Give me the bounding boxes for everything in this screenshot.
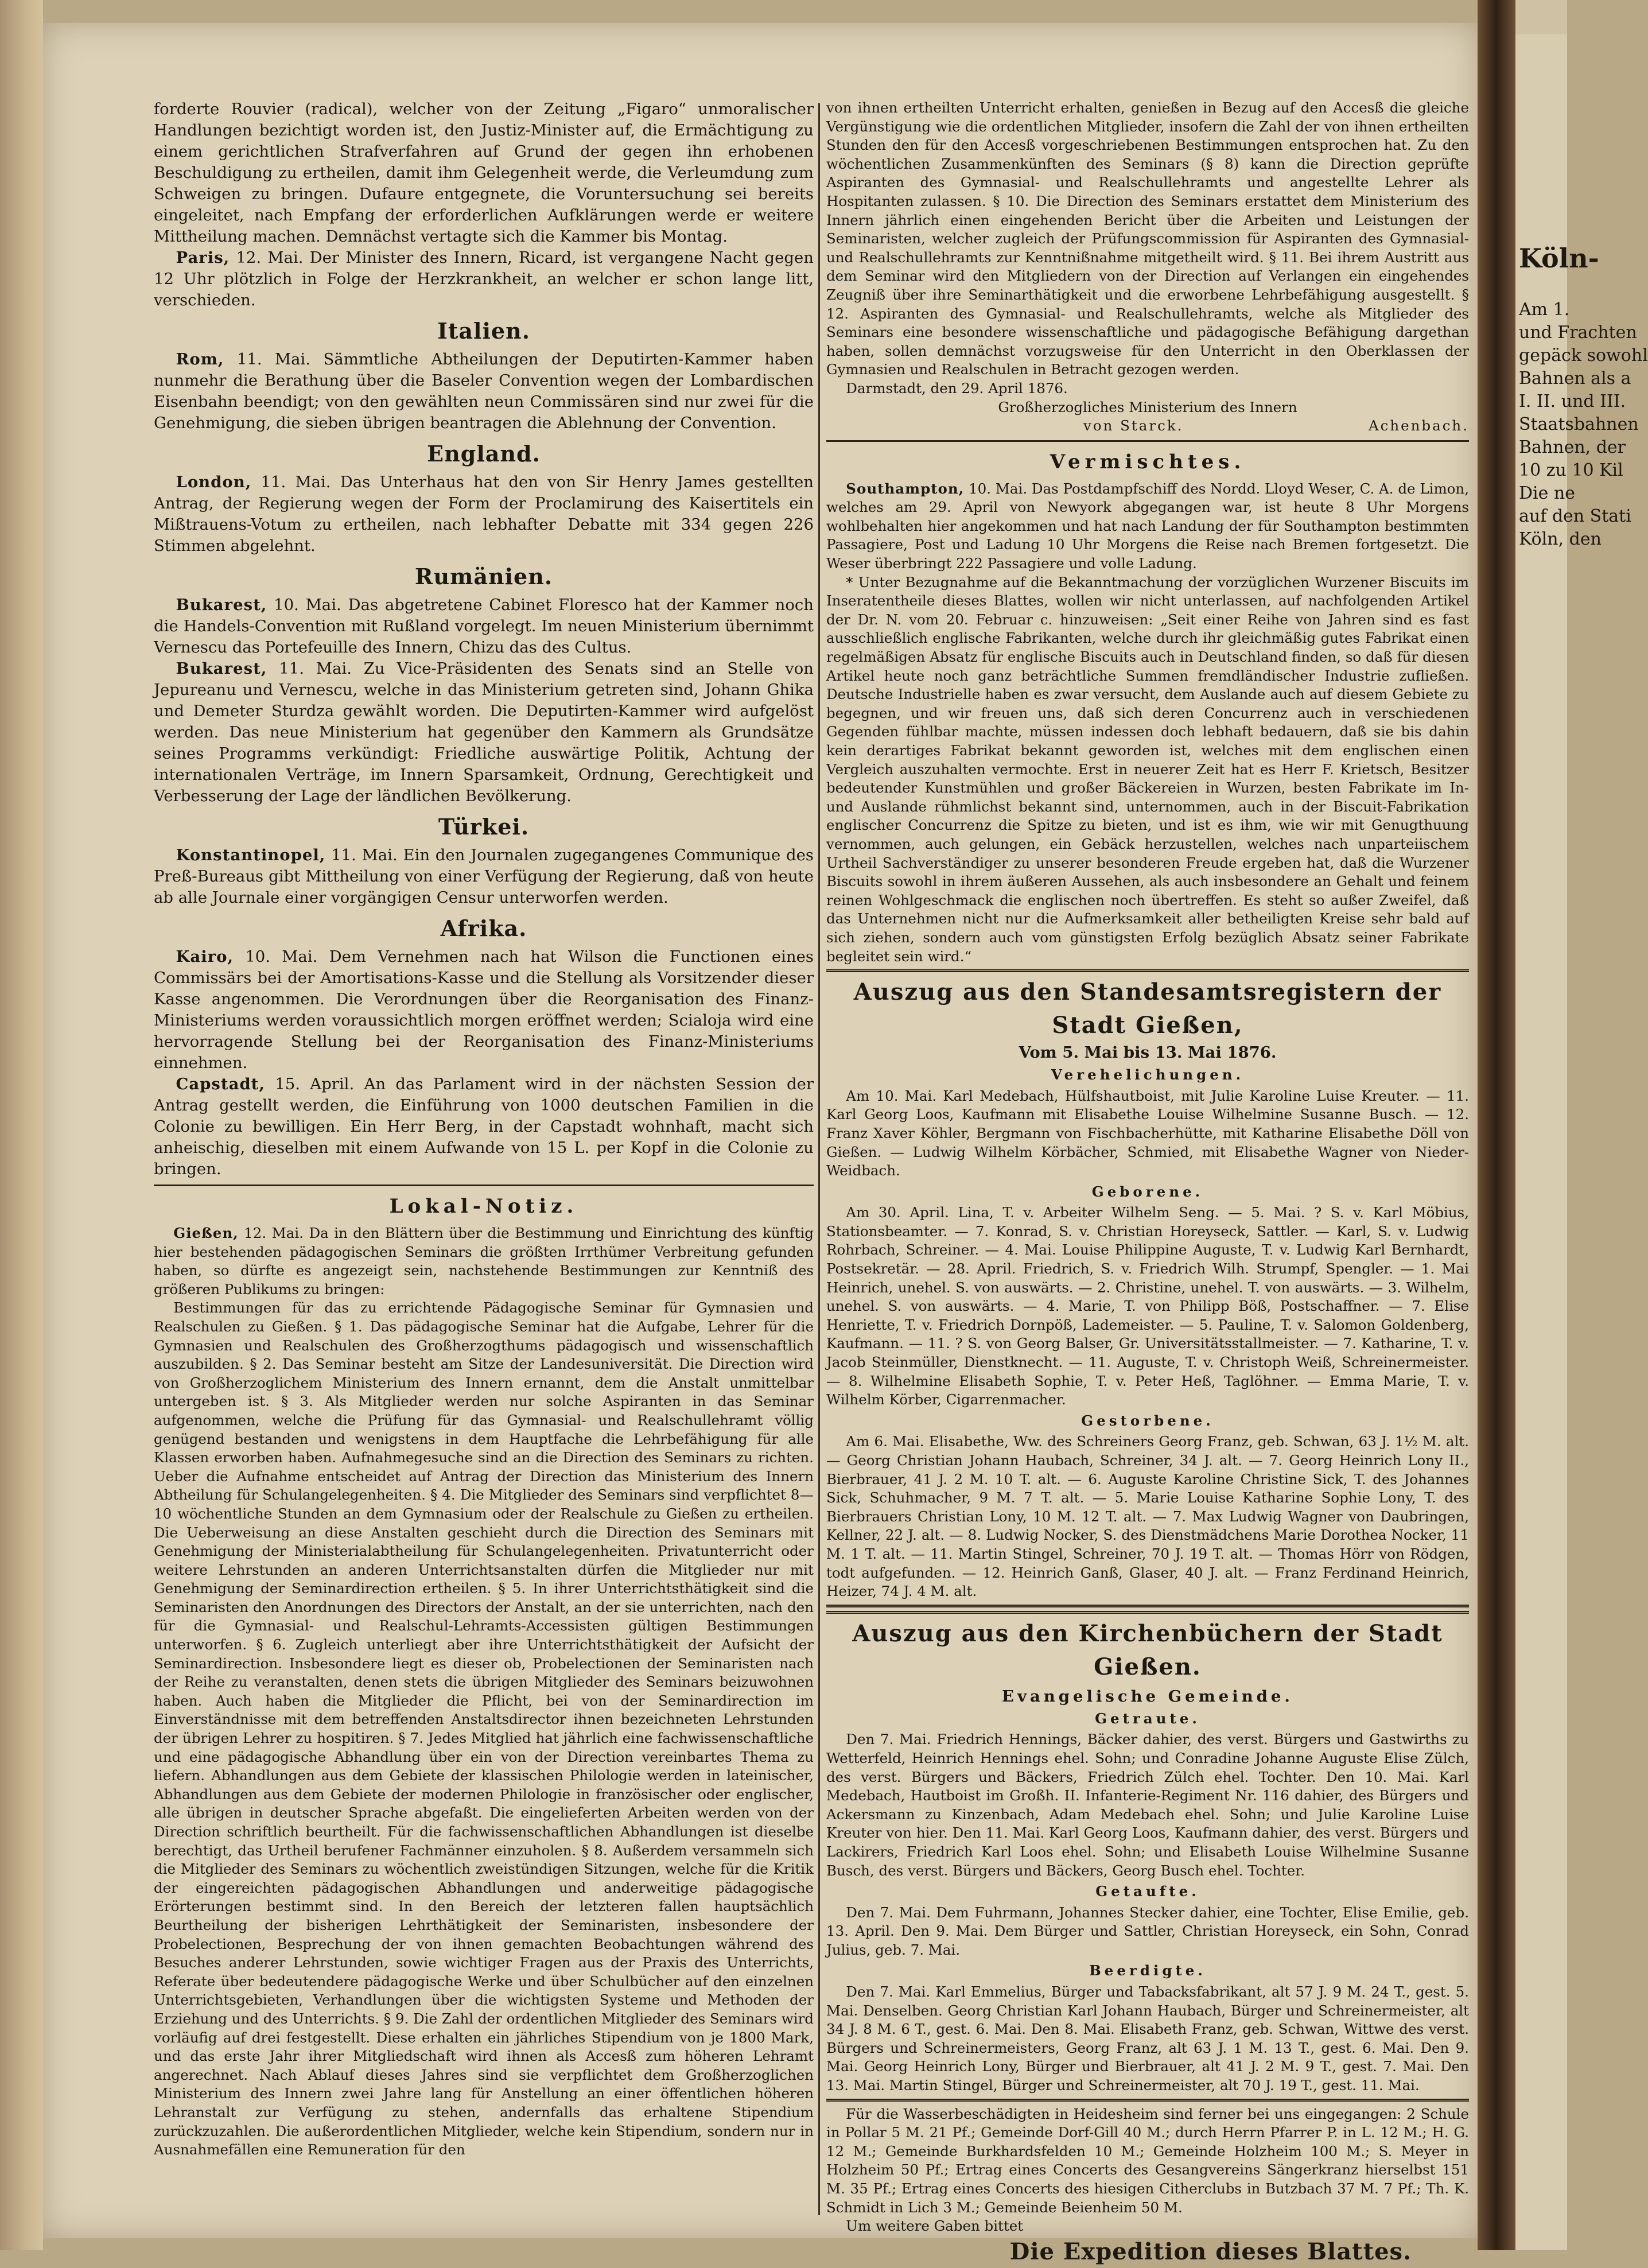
article-biscuits: * Unter Bezugnahme auf die Bekanntmachung der vorzüglichen Wurzener Biscuits im Inseratentheile dieses Blattes, wollen wir nicht unterlassen, auf nachfolgenden Artikel der Dr. N. vom 20. Februar c. hinzuweisen: „Seit einer Reihe von Jahren sind es fast ausschließlich englische Fabrikanten, welche durch ihr gleichmäßig gutes Fabrikat einen regelmäßigen Absatz für englische Biscuits auch in Deutschland finden, so daß für diesen Artikel heute noch ganz beträchtliche Summen fremdländischer Industrie zufließen. Deutsche Industrielle haben es zwar versucht, dem Auslande auch auf diesem Gebiete zu begegnen, und wir freuen uns, daß sich deren Concurrenz auch in verschiedenen Gegenden fühlbar machte, müssen indessen doch lebhaft bedauern, daß sie bis dahin kein derartiges Fabrikat bekannt geworden ist, welches mit dem englischen einen Vergleich auszuhalten vermochte. Erst in neuerer Zeit hat es Herr F. Krietsch, Besitzer bedeutender Kunstmühlen und großer Bäckereien in Wurzen, besten Fabrikate im In- und Auslande rühmlichst bekannt sind, unternommen, auch in der Biscuit-Fabrikation englischer Concurrenz die Spitze zu bieten, und ist es ihm, wie wir mit Genugthuung vernommen, auch gelungen, ein Gebäck herzustellen, welches nach unparteiischem Urtheil Sachverständiger zu unserer besonderen Freude ergeben hat, daß die Wurzener Biscuits sowohl in ihrem äußeren Aussehen, als auch insbesondere an Gehalt und feinem reinen Wohlgeschmack die englischen noch übertreffen. Es steht so außer Zweifel, daß das Unternehmen nicht nur die Aufmerksamkeit aller betheiligten Kreise sehr bald auf sich ziehen, sondern auch vom günstigsten Erfolg bezüglich Absatz seiner Fabrikate begleitet sein wird.“ xyxy=(826,573,1469,965)
dateline-place: Capstadt, xyxy=(176,1075,265,1093)
book-spine xyxy=(1478,0,1515,2250)
adjacent-page-fragment xyxy=(1515,34,1648,2250)
fragment-line: und Frachten xyxy=(1519,323,1637,343)
article-text: 11. Mai. Zu Vice-Präsidenten des Senats sind an Stelle von Jepureanu und Vernescu, welche in das Ministerium getreten sind, Johann Ghika und Demeter Sturdza gewählt worden. Die Deputirten-Kammer wird aufgelöst werden. Das neue Ministerium hat gegenüber den Kammern als Grundsätze seines Programms verkündigt: Friedliche auswärtige Politik, Achtung der internationalen Verträge, im Innern Sparsamkeit, Ordnung, Gerechtigkeit und Verbesserung der Lage der ländlichen Bevölkerung. xyxy=(154,659,814,805)
article-text: 12. Mai. Da in den Blättern über die Bestimmung und Einrichtung des künftig hier bestehenden pädagogischen Seminars die größten Irrthümer Verbreitung gefunden haben, so dürfte es angezeigt sein, nachstehende Bestimmungen zur Kenntniß des größeren Publikums zu bringen: xyxy=(154,1225,814,1298)
getaufte-list: Den 7. Mai. Dem Fuhrmann, Johannes Stecker dahier, eine Tochter, Elise Emilie, geb. 13. April. Den 9. Mai. Dem Bürger und Sattler, Christian Horeyseck, ein Sohn, Conrad Julius, geb. 7. Mai. xyxy=(826,1904,1469,1958)
subheading-verehelichungen: Verehelichungen. xyxy=(1051,1066,1245,1083)
section-heading-lokal-notiz: Lokal-Notiz. xyxy=(389,1195,578,1218)
left-column xyxy=(154,99,814,2234)
article-text: 12. Mai. Der Minister des Innern, Ricard, ist vergangene Nacht gegen 12 Uhr plötzlich in Folge der Herzkrankheit, an welcher er schon lange litt, verschieden. xyxy=(154,248,814,309)
standesamt-title: Auszug aus den Standesamtsregistern der Stadt Gießen, xyxy=(853,978,1442,1039)
fragment-line: Am 1. xyxy=(1519,300,1570,320)
signature-line xyxy=(826,417,1469,436)
further-donations-request: Um weitere Gaben bittet xyxy=(846,2217,1024,2235)
signature-starck: von Starck. xyxy=(1083,417,1184,434)
gestorbene-list: Am 6. Mai. Elisabethe, Ww. des Schreiners Georg Franz, geb. Schwan, 63 J. 1½ M. alt. — Georg Christian Johann Haubach, Schreiner, 34 J. alt. — 7. Georg Heinrich Lony II., Bierbrauer, 41 J. 2 M. 10 T. alt. — 6. Auguste Karoline Christine Sick, T. des Johannes Sick, Schuhmacher, 9 M. 7 T. alt. — 5. Marie Louise Katharine Sophie Lony, T. des Bierbrauers Christian Lony, 10 M. 12 T. alt. — 7. Max Ludwig Wagner von Daubringen, Kellner, 22 J. alt. — 8. Ludwig Nocker, S. des Dienstmädchens Marie Dorothea Nocker, 11 M. 1 T. alt. — 11. Martin Stingel, Schreiner, 70 J. 19 T. alt. — Thomas Hörr von Rödgen, todt aufgefunden. — 12. Heinrich Ganß, Glaser, 40 J. alt. — Franz Ferdinand Heinrich, Heizer, 74 J. 4 M. alt. xyxy=(826,1433,1469,1600)
dateline-place: London, xyxy=(176,473,252,491)
fragment-line: 10 zu 10 Kil xyxy=(1519,460,1623,480)
article-kairo xyxy=(154,946,814,1074)
dateline-place: Konstantinopel, xyxy=(176,846,326,864)
fragment-line: Staatsbahnen xyxy=(1519,414,1639,434)
signature-achenbach: Achenbach. xyxy=(1368,417,1469,434)
subheading-evangelische-gemeinde: Evangelische Gemeinde. xyxy=(1002,1687,1293,1706)
section-rule xyxy=(826,440,1469,442)
subheading-getraute: Getraute. xyxy=(1095,1710,1200,1727)
lokal-notiz-body xyxy=(154,1224,814,2160)
dateline-place: Rom, xyxy=(176,350,224,368)
vermischtes-body xyxy=(826,480,1469,966)
lokal-notiz-continued xyxy=(826,99,1469,436)
standesamt-box xyxy=(826,969,1469,1607)
section-heading-england: England. xyxy=(427,441,541,467)
article-text: 10. Mai. Das Postdampfschiff des Nordd. Lloyd Weser, C. A. de Limon, welches am 29. April von Newyork abgegangen war, ist heute 8 Uhr Morgens wohlbehalten hier angekommen und hat nach Landung der für Southampton bestimmten Passagiere, Post und Ladung 10 Uhr Morgens die Reise nach Bremen fortgesetzt. Die Weser überbringt 222 Passagiere und volle Ladung. xyxy=(826,480,1469,572)
subheading-getaufte: Getaufte. xyxy=(1095,1883,1200,1900)
heidesheim-donations: Für die Wasserbeschädigten in Heidesheim sind ferner bei uns eingegangen: 2 Schule in Pollar 5 M. 21 Pf.; Gemeinde Dorf-Gill 40 M.; durch Herrn Pfarrer P. in L. 12 M.; H. G. 12 M.; Gemeinde Burkhardsfelden 10 M.; Gemeinde Holzheim 100 M.; S. Meyer in Holzheim 50 Pf.; Ertrag eines Concerts des Gesangvereins Sängerkranz hierselbst 151 M. 35 Pf.; Ertrag eines Concerts des hiesigen Citherclubs in Butzbach 37 M. 7 Pf.; Th. K. Schmidt in Lich 3 M.; Gemeinde Beienheim 50 M. xyxy=(826,2105,1469,2216)
fragment-line: gepäck sowohl xyxy=(1519,345,1648,366)
article-frankreich-cont: forderte Rouvier (radical), welcher von der Zeitung „Figaro“ unmoralischer Handlungen bezichtigt worden ist, den Justiz-Minister auf, die Ermächtigung zu einem gerichtlichen Strafverfahren auf Grund der gegen ihn erhobenen Beschuldigung zu ertheilen, damit ihm Gelegenheit werde, die Verleumdung zum Schweigen zu bringen. Dufaure entgegnete, die Voruntersuchung sei bereits eingeleitet, nach Empfang der erforderlichen Aufklärungen werde er weitere Mittheilung machen. Demnächst vertagte sich die Kammer bis Montag. xyxy=(154,100,814,246)
subheading-gestorbene: Gestorbene. xyxy=(1081,1412,1214,1429)
column-divider xyxy=(818,103,820,2215)
donations-notice xyxy=(826,2105,1469,2236)
beerdigte-list: Den 7. Mai. Karl Emmelius, Bürger und Tabacksfabrikant, alt 57 J. 9 M. 24 T., gest. 5. Mai. Denselben. Georg Christian Karl Johann Haubach, Bürger und Schreinermeister, alt 34 J. 8 M. 6 T., gest. 6. Mai. Den 8. Mai. Elisabeth Franz, geb. Schwan, Wittwe des verst. Bürgers und Schreinermeisters, Georg Franz, alt 63 J. 1 M. 13 T., gest. 6. Mai. Den 9. Mai. Georg Heinrich Lony, Bürger und Bierbrauer, alt 41 J. 2 M. 9 T., gest. 7. Mai. Den 13. Mai. Martin Stingel, Bürger und Schreinermeister, alt 70 J. 19 T., gest. 11. Mai. xyxy=(826,1983,1469,2094)
article-london xyxy=(154,472,814,557)
article-bukarest-1 xyxy=(154,595,814,658)
fragment-line: auf den Stati xyxy=(1519,506,1631,526)
article-capstadt xyxy=(154,1074,814,1180)
standesamt-date-range: Vom 5. Mai bis 13. Mai 1876. xyxy=(1019,1043,1277,1062)
right-column xyxy=(826,99,1469,2265)
dateline-place: Paris, xyxy=(176,248,230,267)
article-text: 15. April. An das Parlament wird in der nächsten Session der Antrag gestellt werden, die Einführung von 1000 deutschen Familien in die Colonie zu bewilligen. Ein Herr Berg, in der Capstadt wohnhaft, macht sich anheischig, dieselben mit einem Aufwande von 15 L. per Kopf in die Colonie zu bringen. xyxy=(154,1075,814,1178)
kirchenbuecher-box xyxy=(826,1611,1469,2102)
dateline-place: Kairo, xyxy=(176,947,234,966)
dateline-place: Gießen, xyxy=(173,1225,239,1241)
article-text: 10. Mai. Dem Vernehmen nach hat Wilson die Functionen eines Commissärs bei der Amortisations-Kasse und die Stellung als Vorsitzender dieser Kasse angenommen. Die Verordnungen über die Reorganisation des Finanz-Ministeriums werden voraussichtlich morgen eröffnet werden; Scialoja wird eine hervorragende Stellung bei der Reorganisation des Finanz-Ministeriums einnehmen. xyxy=(154,947,814,1072)
dateline-place: Southampton, xyxy=(846,480,965,497)
fragment-line: Köln- xyxy=(1519,243,1599,274)
standesamt-body xyxy=(826,1066,1469,1601)
section-heading-rumaenien: Rumänien. xyxy=(414,564,553,589)
getraute-list: Den 7. Mai. Friedrich Hennings, Bäcker dahier, des verst. Bürgers und Gastwirths zu Wetterfeld, Heinrich Hennings ehel. Sohn; und Conradine Johanne Auguste Elise Zülch, des verst. Bürgers und Bäckers, Friedrich Zülch ehel. Tochter. Den 10. Mai. Karl Medebach, Hautboist im Großh. II. Infanterie-Regiment Nr. 116 dahier, des Bürgers und Ackersmann zu Kinzenbach, Adam Medebach ehel. Sohn; und Julie Karoline Luise Kreuter von hier. Den 11. Mai. Karl Georg Loos, Kaufmann dahier, des verst. Bürgers und Lackirers, Friedrich Karl Loos ehel. Sohn; und Elisabeth Louise Wilhelmine Susanne Busch, des verst. Bürgers und Bäckers, Georg Busch ehel. Tochter. xyxy=(826,1731,1469,1879)
kirchenbuecher-body xyxy=(826,1710,1469,2095)
article-text: 11. Mai. Das Unterhaus hat den von Sir Henry James gestellten Antrag, der Regierung wegen der Form der Proclamirung des Kaisertitels ein Mißtrauens-Votum zu ertheilen, nach lebhafter Debatte mit 334 gegen 226 Stimmen abgelehnt. xyxy=(154,473,814,555)
fragment-line: I. II. und III. xyxy=(1519,391,1626,411)
expedition-signature: Die Expedition dieses Blattes. xyxy=(1009,2238,1412,2265)
fragment-line: Köln, den xyxy=(1519,529,1602,549)
article-paris xyxy=(154,247,814,311)
article-text: 10. Mai. Das abgetretene Cabinet Floresco hat der Kammer noch die Handels-Convention mit Rußland vorgelegt. Im neuen Ministerium übernimmt Vernescu das Portefeuille des Innern, Chizu das des Cultus. xyxy=(154,596,814,657)
section-heading-afrika: Afrika. xyxy=(440,915,527,941)
dateline-darmstadt: Darmstadt, den 29. April 1876. xyxy=(846,379,1068,397)
fragment-line: Die ne xyxy=(1519,483,1576,503)
fragment-line: Bahnen als a xyxy=(1519,368,1631,389)
verehelichungen-list: Am 10. Mai. Karl Medebach, Hülfshautboist, mit Julie Karoline Luise Kreuter. — 11. Karl Georg Loos, Kaufmann mit Elisabethe Louise Wilhelmine Susanne Busch. — 12. Franz Xaver Köhler, Bergmann von Fischbacherhütte, mit Katharine Elisabethe Döll von Gießen. — Ludwig Wilhelm Körbächer, Schmied, mit Elisabethe Wagner von Nieder-Weidbach. xyxy=(826,1087,1469,1179)
dateline-place: Bukarest, xyxy=(176,596,267,614)
section-heading-italien: Italien. xyxy=(437,318,530,344)
article-southampton xyxy=(826,480,1469,573)
article-text: 11. Mai. Sämmtliche Abtheilungen der Deputirten-Kammer haben nunmehr die Berathung über die Baseler Convention wegen der Lombardischen Eisenbahn beendigt; von den gewählten neun Commissären sind nur zwei für die Genehmigung, die sieben übrigen beantragen die Ablehnung der Convention. xyxy=(154,350,814,432)
seminar-bestimmungen: Bestimmungen für das zu errichtende Pädagogische Seminar für Gymnasien und Realschulen zu Gießen. § 1. Das pädagogische Seminar hat die Aufgabe, Lehrer für die Gymnasien und Realschulen des Großherzogthums pädagogisch und wissenschaftlich auszubilden. § 2. Das Seminar besteht am Sitze der Landesuniversität. Die Direction wird von Großherzoglichem Ministerium des Innern ernannt, dem die Anstalt unmittelbar untergeben ist. § 3. Als Mitglieder werden nur solche Aspiranten in das Seminar aufgenommen, welche die Prüfung für das Gymnasial- und Realschullehramt völlig genügend bestanden und wenigstens in dem Hauptfache die Lehrbefähigung für alle Klassen erworben haben. Aufnahmegesuche sind an die Direction des Seminars zu richten. Ueber die Aufnahme entscheidet auf Antrag der Direction das Ministerium des Innern Abtheilung für Schulangelegenheiten. § 4. Die Mitglieder des Seminars sind verpflichtet 8—10 wöchentliche Stunden an dem Gymnasium oder der Realschule zu Gießen zu ertheilen. Die Ueberweisung an diese Anstalten geschieht durch die Direction des Seminars mit Genehmigung der Ministerialabtheilung für Schulangelegenheiten. Privatunterricht oder weitere Lehrstunden an anderen Unterrichtsanstalten dürfen die Mitglieder nur mit Genehmigung der Seminardirection ertheilen. § 5. In ihrer Unterrichtsthätigkeit sind die Seminaristen den Anordnungen des Directors der Anstalt, an der sie unterrichten, nach den für die Gymnasial- und Realschul-Lehramts-Accessisten gültigen Bestimmungen unterworfen. § 6. Zugleich unterliegt aber ihre Unterrichtsthätigkeit der Aufsicht der Seminardirection. Insbesondere liegt es dieser ob, Probelectionen der Seminaristen nach der Reihe zu veranstalten, denen stets die übrigen Mitglieder des Seminars beizuwohnen haben. Auch haben die Mitglieder die Pflicht, bei von der Seminardirection im Einverständnisse mit dem betreffenden Anstaltsdirector ihnen bezeichneten Lehrstunden der übrigen Lehrer zu hospitiren. § 7. Jedes Mitglied hat jährlich eine fachwissenschaftliche und eine pädagogische Abhandlung über ein von der Direction vereinbartes Thema zu liefern. Abhandlungen aus dem Gebiete der klassischen Philologie werden in lateinischer, Abhandlungen aus dem Gebiete der modernen Philologie in französischer oder englischer, alle übrigen in deutscher Sprache abgefaßt. Die eingelieferten Arbeiten werden von der Direction schriftlich beurtheilt. Für die fachwissenschaftlichen Abhandlungen ist dieselbe berechtigt, das Urtheil berufener Fachmänner einzuholen. § 8. Außerdem versammeln sich die Mitglieder des Seminars zu wöchentlich zweistündigen Sitzungen, welche für die Kritik der eingereichten pädagogischen Abhandlungen und anderweitige pädagogische Erörterungen bestimmt sind. In den Bereich der letzteren fallen hauptsächlich Beurtheilung der bisherigen Lehrthätigkeit der Seminaristen, insbesondere der Probelectionen, Besprechung der von ihnen gemachten Beobachtungen während des Besuches anderer Lehrstunden, sowie wichtiger Fragen aus der Praxis des Unterrichts, Referate über bedeutendere pädagogische Werke und über Schulbücher auf den einzelnen Unterrichtsgebieten, Verhandlungen über die wichtigsten Systeme und Methoden der Erziehung und des Unterrichts. § 9. Die Zahl der ordentlichen Mitglieder des Seminars wird vorläufig auf drei festgestellt. Diese erhalten ein jährliches Stipendium von je 1800 Mark, und das erste Jahr ihrer Mitgliedschaft wird ihnen als Accesß zum höheren Lehramt angerechnet. Nach Ablauf dieses Jahres sind sie verpflichtet dem Großherzoglichen Ministerium des Innern zwei Jahre lang für Anstellung an einer öffentlichen höheren Lehranstalt zur Verfügung zu stehen, andernfalls das erhaltene Stipendium zurückzuzahlen. Die außerordentlichen Mitglieder, welche kein Stipendium, sondern nur in Ausnahmefällen eine Remuneration für den xyxy=(154,1299,814,2158)
article-konstantinopel xyxy=(154,845,814,908)
article-text: 11. Mai. Ein den Journalen zugegangenes Communique des Preß-Bureaus gibt Mittheilung von einer Verfügung der Regierung, daß von heute ab alle Journale einer vorgängigen Censur unterworfen werden. xyxy=(154,846,814,907)
section-heading-vermischtes: Vermischtes. xyxy=(1050,450,1246,473)
seminar-bestimmungen-cont: von ihnen ertheilten Unterricht erhalten, genießen in Bezug auf den Accesß die gleiche Vergünstigung wie die ordentlichen Mitglieder, insofern die Zahl der von ihnen ertheilten Stunden den für den Accesß vorgeschriebenen Bestimmungen entsprochen hat. Zu den wöchentlichen Zusammenkünften des Seminars (§ 8) kann die Direction geprüfte Aspiranten des Gymnasial- und Realschullehramts und angestellte Lehrer als Hospitanten zulassen. § 10. Die Direction des Seminars erstattet dem Ministerium des Innern jährlich einen eingehenden Bericht über die Arbeiten und Leistungen der Seminaristen, welcher zugleich der Prüfungscommission für Aspiranten des Gymnasial- und Realschullehramts zur Kenntnißnahme mitgetheilt wird. § 11. Bei ihrem Austritt aus dem Seminar wird den Mitgliedern von der Direction auf Verlangen ein eingehendes Zeugniß über ihre Seminarthätigkeit und die erworbene Lehrbefähigung ausgestellt. § 12. Aspiranten des Gymnasial- und Realschullehramts, welche als Mitglieder des Seminars eine besondere wissenschaftliche und pädagogische Befähigung dargethan haben, sollen demnächst vorzugsweise für den Unterricht in den Oberklassen der Gymnasien und Realschulen in Betracht gezogen werden. xyxy=(826,99,1469,378)
dateline-place: Bukarest, xyxy=(176,659,267,678)
section-rule xyxy=(154,1185,814,1186)
section-heading-tuerkei: Türkei. xyxy=(438,814,530,840)
fragment-line: Bahnen, der xyxy=(1519,437,1626,457)
subheading-geborene: Geborene. xyxy=(1091,1183,1204,1200)
scan-left-margin xyxy=(0,0,43,2250)
kirchenbuecher-title: Auszug aus den Kirchenbüchern der Stadt Gießen. xyxy=(852,1620,1443,1680)
geborene-list: Am 30. April. Lina, T. v. Arbeiter Wilhelm Seng. — 5. Mai. ? S. v. Karl Möbius, Stationsbeamter. — 7. Konrad, S. v. Christian Horeyseck, Sattler. — Karl, S. v. Ludwig Rohrbach, Schreiner. — 4. Mai. Louise Philippine Auguste, T. v. Ludwig Karl Bernhardt, Postsekretär. — 28. April. Friedrich, S. v. Friedrich Wilh. Strumpf, Spengler. — 1. Mai Heinrich, unehel. S. von auswärts. — 2. Christine, unehel. T. von auswärts. — 3. Wilhelm, unehel. S. von auswärts. — 4. Marie, T. von Philipp Böß, Postschaffner. — 7. Elise Henriette, T. v. Friedrich Dornpöß, Lademeister. — 5. Pauline, T. v. Salomon Goldenberg, Kaufmann. — 11. ? S. von Georg Balser, Gr. Universitätsstallmeister. — 7. Katharine, T. v. Jacob Steinmüller, Dienstknecht. — 11. Auguste, T. v. Christoph Weiß, Schreinermeister. — 8. Wilhelmine Elisabeth Sophie, T. v. Peter Heß, Taglöhner. — Emma Marie, T. v. Wilhelm Körber, Cigarrenmacher. xyxy=(826,1204,1469,1408)
subheading-beerdigte: Beerdigte. xyxy=(1089,1962,1206,1979)
ministry-name: Großherzogliches Ministerium des Innern xyxy=(998,398,1297,415)
article-bukarest-2 xyxy=(154,658,814,807)
article-giessen xyxy=(154,1224,814,1299)
article-rom xyxy=(154,349,814,434)
